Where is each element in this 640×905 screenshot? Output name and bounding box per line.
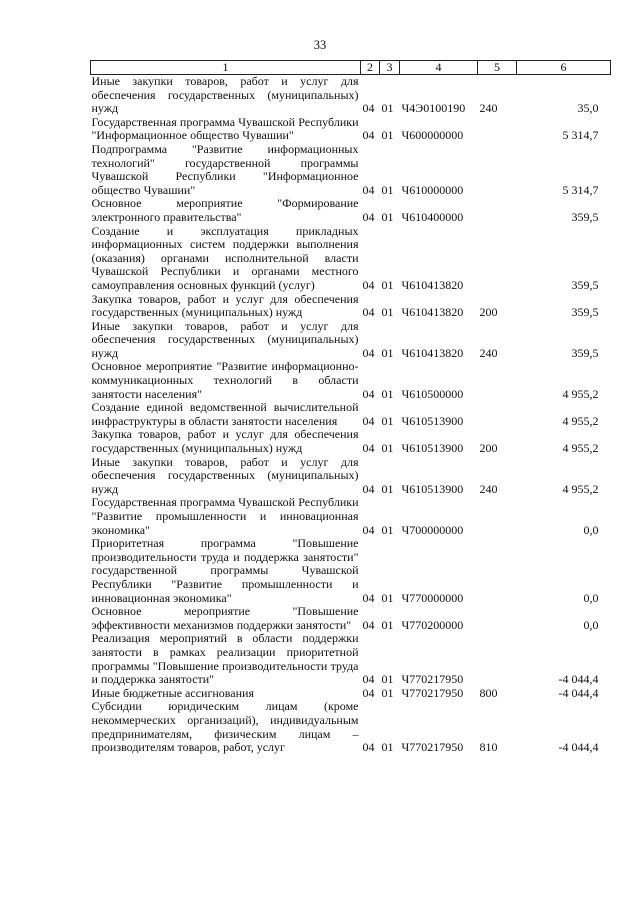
amount-cell: 0,0 <box>583 617 599 632</box>
subsection-code-cell: 01 <box>381 305 394 320</box>
amount-cell: -4 044,4 <box>558 672 599 687</box>
header-cell: 2 <box>361 61 380 75</box>
row-name-cell: Основное мероприятие "Формирование электронного правительства" <box>91 196 359 224</box>
row-name-cell: Закупка товаров, работ и услуг для обеспечения государственных (муниципальных) нужд <box>91 427 359 456</box>
amount-cell: 5 314,7 <box>562 182 599 197</box>
target-code-cell: Ч770000000 <box>401 590 464 605</box>
table-row <box>91 197 611 224</box>
table-row <box>91 537 611 605</box>
page-number: 33 <box>313 38 327 52</box>
expense-type-cell <box>478 605 517 632</box>
section-code-cell: 04 <box>362 345 375 360</box>
row-name-cell: Иные закупки товаров, работ и услуг для обеспечения государственных (муниципальных) нужд <box>91 74 359 116</box>
expense-type-cell <box>478 360 517 401</box>
section-code-cell: 04 <box>362 386 375 401</box>
expense-type-cell <box>478 116 517 143</box>
subsection-code-cell: 01 <box>381 128 394 143</box>
section-code-cell: 04 <box>362 617 375 632</box>
amount-cell: 4 955,2 <box>562 413 599 428</box>
section-code-cell: 04 <box>362 277 375 292</box>
section-code-cell: 04 <box>362 522 375 537</box>
row-name-cell: Реализация мероприятий в области поддержки занятости в рамках реализации приоритетной программы "Повышение производительности труда и поддержка занятости" <box>91 631 359 687</box>
amount-cell: 4 955,2 <box>562 386 599 401</box>
subsection-code-cell: 01 <box>381 277 394 292</box>
expense-type-cell <box>478 632 517 686</box>
table-row <box>91 75 611 116</box>
amount-cell: 5 314,7 <box>562 128 599 143</box>
row-name-cell: Основное мероприятие "Развитие информационно-коммуникационных технологий в области занятости населения" <box>91 359 359 401</box>
row-name-cell: Государственная программа Чувашской Республики "Развитие промышленности и инновационная экономика" <box>91 495 359 537</box>
target-code-cell: Ч770217950 <box>401 685 464 700</box>
target-code-cell: Ч4Э0100190 <box>401 101 466 116</box>
target-code-cell: Ч600000000 <box>401 128 464 143</box>
row-name-cell: Подпрограмма "Развитие информационных технологий" государственной программы Чувашской Республики "Информационное общество Чувашии" <box>91 141 359 197</box>
table-row <box>91 225 611 293</box>
amount-cell: -4 044,4 <box>558 685 599 700</box>
table-row <box>91 496 611 537</box>
amount-cell: 35,0 <box>577 101 599 116</box>
expense-type-cell <box>478 537 517 605</box>
section-code-cell: 04 <box>362 590 375 605</box>
row-name-cell: Иные закупки товаров, работ и услуг для обеспечения государственных (муниципальных) нужд <box>91 318 359 360</box>
expense-type-cell <box>478 197 517 224</box>
expense-type-cell: 200 <box>479 441 498 456</box>
target-code-cell: Ч610513900 <box>401 441 464 456</box>
amount-cell: 359,5 <box>571 345 599 360</box>
target-code-cell: Ч610413820 <box>401 345 464 360</box>
expense-type-cell <box>478 225 517 293</box>
subsection-code-cell: 01 <box>381 481 394 496</box>
expense-type-cell: 240 <box>479 481 498 496</box>
header-cell: 5 <box>478 61 517 75</box>
row-name-cell: Создание единой ведомственной вычислительной инфраструктуры в области занятости населения <box>91 400 359 428</box>
subsection-code-cell: 01 <box>381 386 394 401</box>
amount-cell: 359,5 <box>571 277 599 292</box>
target-code-cell: Ч770217950 <box>401 740 464 755</box>
table-row <box>91 401 611 428</box>
row-name-cell: Иные бюджетные ассигнования <box>91 685 254 700</box>
table-row <box>91 360 611 401</box>
subsection-code-cell: 01 <box>381 590 394 605</box>
table-row <box>91 116 611 143</box>
amount-cell: 359,5 <box>571 209 599 224</box>
table-row <box>91 143 611 197</box>
header-cell: 3 <box>380 61 400 75</box>
section-code-cell: 04 <box>362 740 375 755</box>
table-row <box>91 320 611 361</box>
amount-cell: -4 044,4 <box>558 740 599 755</box>
section-code-cell: 04 <box>362 101 375 116</box>
row-name-cell: Закупка товаров, работ и услуг для обеспечения государственных (муниципальных) нужд <box>91 291 359 320</box>
table-row <box>91 632 611 686</box>
amount-cell: 0,0 <box>583 522 599 537</box>
subsection-code-cell: 01 <box>381 441 394 456</box>
target-code-cell: Ч610500000 <box>401 386 464 401</box>
expense-type-cell: 810 <box>479 740 498 755</box>
expense-type-cell: 200 <box>479 305 498 320</box>
subsection-code-cell: 01 <box>381 740 394 755</box>
row-name-cell: Иные закупки товаров, работ и услуг для обеспечения государственных (муниципальных) нужд <box>91 454 359 496</box>
table-row <box>91 700 611 754</box>
amount-cell: 4 955,2 <box>562 441 599 456</box>
table-header <box>91 61 611 75</box>
section-code-cell: 04 <box>362 209 375 224</box>
target-code-cell: Ч610400000 <box>401 209 464 224</box>
row-name-cell: Приоритетная программа "Повышение производительности труда и поддержка занятости" государственной программы Чувашской Республики "Развитие промышленности и инновационная экономика" <box>91 536 359 605</box>
expense-type-cell <box>478 496 517 537</box>
section-code-cell: 04 <box>362 128 375 143</box>
row-name-cell: Субсидии юридическим лицам (кроме некоммерческих организаций), индивидуальным предпринимателям, физическим лицам – производителям товаров, работ, услуг <box>91 699 359 755</box>
table-row <box>91 293 611 320</box>
section-code-cell: 04 <box>362 413 375 428</box>
target-code-cell: Ч610000000 <box>401 182 464 197</box>
row-name-cell: Основное мероприятие "Повышение эффективности механизмов поддержки занятости" <box>91 604 359 632</box>
budget-table <box>90 60 611 755</box>
subsection-code-cell: 01 <box>381 617 394 632</box>
section-code-cell: 04 <box>362 672 375 687</box>
table-row <box>91 605 611 632</box>
amount-cell: 359,5 <box>571 305 599 320</box>
expense-type-cell <box>478 143 517 197</box>
section-code-cell: 04 <box>362 481 375 496</box>
table-row <box>91 428 611 455</box>
row-name-cell: Создание и эксплуатация прикладных информационных систем поддержки выполнения (оказания) органами исполнительной власти Чувашской Республики и органами местного самоуправления основных функций (услуг) <box>91 223 359 292</box>
target-code-cell: Ч610413820 <box>401 277 464 292</box>
subsection-code-cell: 01 <box>381 182 394 197</box>
amount-cell: 0,0 <box>583 590 599 605</box>
section-code-cell: 04 <box>362 685 375 700</box>
header-cell: 4 <box>400 61 478 75</box>
table-body <box>91 75 611 755</box>
header-cell: 1 <box>91 61 361 75</box>
subsection-code-cell: 01 <box>381 101 394 116</box>
target-code-cell: Ч770217950 <box>401 672 464 687</box>
target-code-cell: Ч700000000 <box>401 522 464 537</box>
amount-cell: 4 955,2 <box>562 481 599 496</box>
subsection-code-cell: 01 <box>381 685 394 700</box>
table-row <box>91 456 611 497</box>
subsection-code-cell: 01 <box>381 672 394 687</box>
row-name-cell: Государственная программа Чувашской Республики "Информационное общество Чувашии" <box>91 114 359 143</box>
expense-type-cell: 800 <box>479 685 498 700</box>
subsection-code-cell: 01 <box>381 522 394 537</box>
table-row <box>91 687 611 701</box>
section-code-cell: 04 <box>362 182 375 197</box>
target-code-cell: Ч610513900 <box>401 413 464 428</box>
subsection-code-cell: 01 <box>381 413 394 428</box>
target-code-cell: Ч610413820 <box>401 305 464 320</box>
section-code-cell: 04 <box>362 441 375 456</box>
subsection-code-cell: 01 <box>381 209 394 224</box>
expense-type-cell: 240 <box>479 345 498 360</box>
expense-type-cell <box>478 401 517 428</box>
expense-type-cell: 240 <box>479 101 498 116</box>
section-code-cell: 04 <box>362 305 375 320</box>
target-code-cell: Ч770200000 <box>401 617 464 632</box>
header-cell: 6 <box>517 61 611 75</box>
target-code-cell: Ч610513900 <box>401 481 464 496</box>
subsection-code-cell: 01 <box>381 345 394 360</box>
